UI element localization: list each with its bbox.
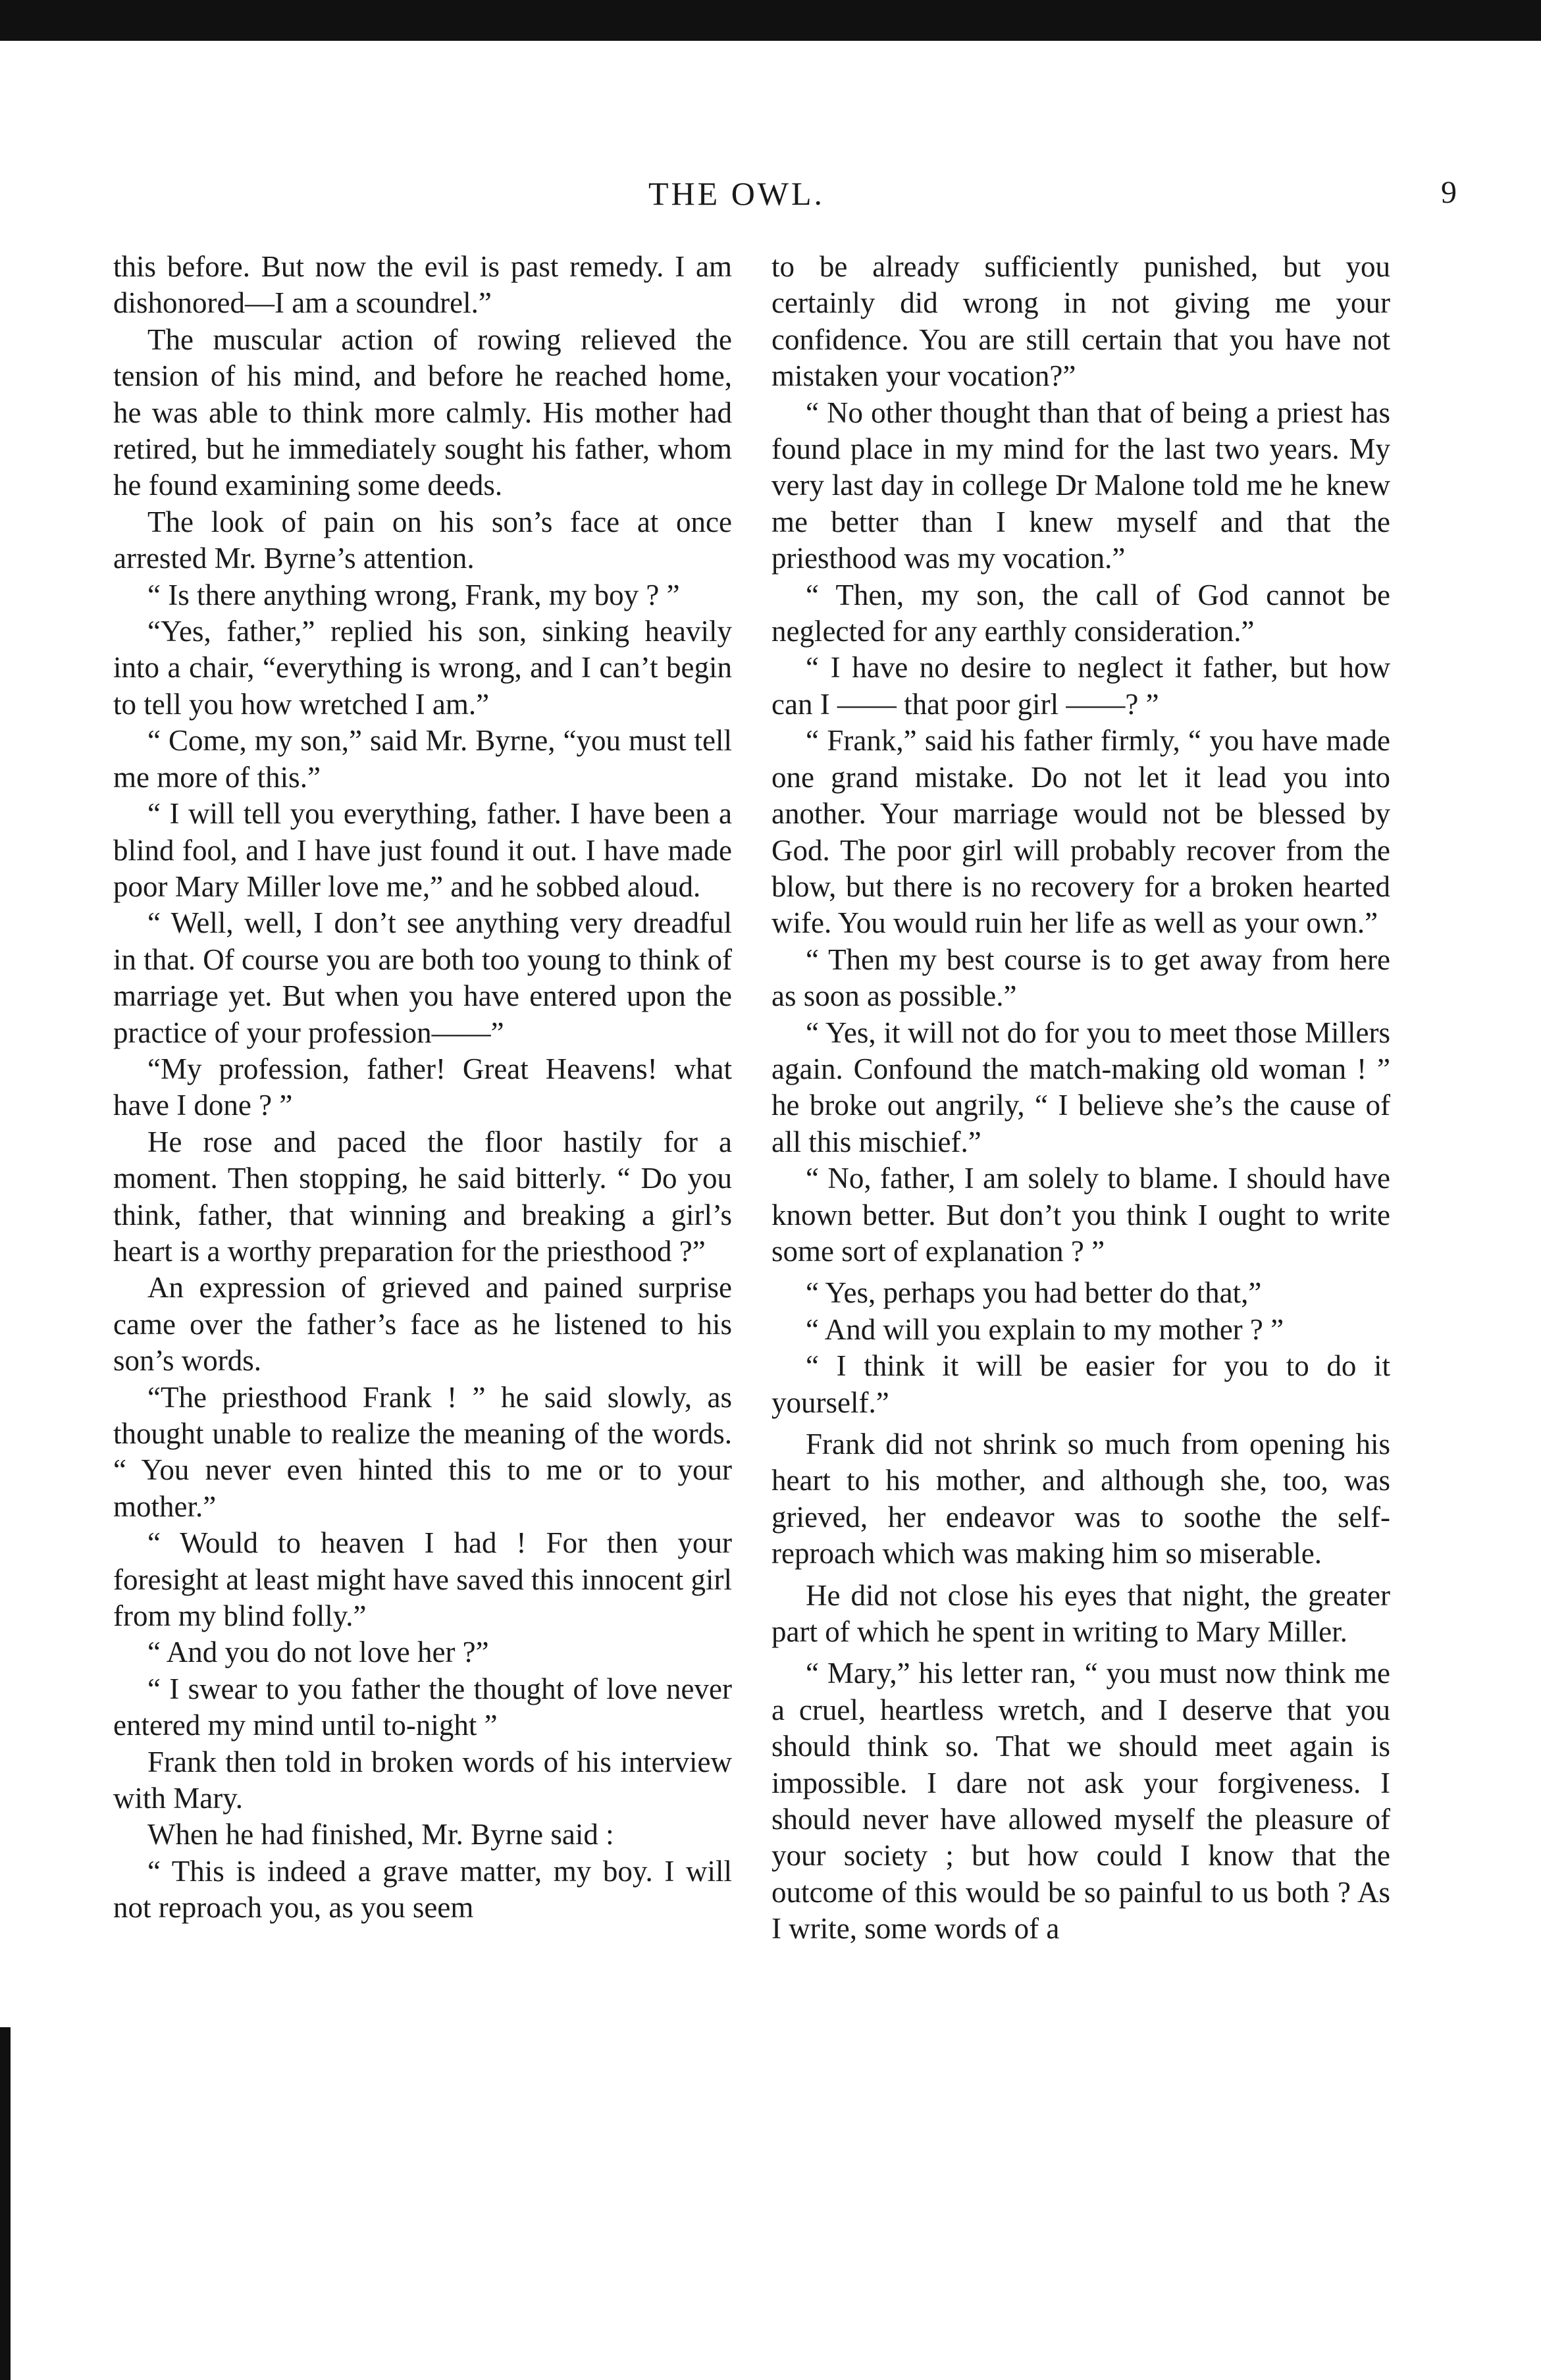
scan-left-edge-mark	[0, 2027, 11, 2380]
paragraph: “ No other thought than that of being a priest has found place in my mind for the last two years. My very last day in college Dr Malone told me he knew me better than I knew myself and that the priesthood was my vocation.”	[771, 396, 1390, 575]
paragraph: “ Yes, perhaps you had better do that,”	[806, 1276, 1262, 1310]
paragraph: “Yes, father,” replied his son, sinking heavily into a chair, “everything is wrong, and I can’t begin to tell you how wretched I am.”	[113, 615, 732, 721]
paragraph: “ And you do not love her ?”	[147, 1636, 489, 1669]
running-title: THE OWL.	[648, 175, 825, 212]
paragraph: “ Yes, it will not do for you to meet those Millers again. Confound the match-making old woman ! ” he broke out angrily, “ I believe she’s the cause of all this mischief.”	[771, 1016, 1390, 1158]
paragraph: “ Well, well, I don’t see anything very dreadful in that. Of course you are both too young to think of marriage yet. But when you have entered upon the practice of your profession——”	[113, 906, 732, 1049]
paragraph: “ This is indeed a grave matter, my boy. I will not reproach you, as you seem	[113, 1854, 732, 1925]
paragraph: “ I have no desire to neglect it father, but how can I —— that poor girl ——? ”	[771, 651, 1390, 721]
paragraph: “ Then my best course is to get away from here as soon as possible.”	[771, 943, 1390, 1013]
paragraph: “The priesthood Frank ! ” he said slowly, as thought unable to realize the meaning of the words. “ You never even hinted this to me or to your mother.”	[113, 1380, 732, 1523]
paragraph: “ Come, my son,” said Mr. Byrne, “you must tell me more of this.”	[113, 724, 732, 794]
paragraph: Frank did not shrink so much from opening his heart to his mother, and although she, too, was grieved, her endeavor was to soothe the self-reproach which was making him so miserable.	[771, 1428, 1390, 1570]
paragraph: “ I will tell you everything, father. I have been a blind fool, and I have just found it out. I have made poor Mary Miller love me,” and he sobbed aloud.	[113, 797, 732, 903]
paragraph: The look of pain on his son’s face at once arrested Mr. Byrne’s attention.	[113, 505, 732, 575]
paragraph: “ And will you explain to my mother ? ”	[806, 1312, 1284, 1346]
left-column	[113, 249, 732, 1927]
paragraph: “ Would to heaven I had ! For then your foresight at least might have saved this innocent girl from my blind folly.”	[113, 1526, 732, 1633]
paragraph: “ I think it will be easier for you to do it yourself.”	[771, 1349, 1390, 1419]
paragraph: “ No, father, I am solely to blame. I should have known better. But don’t you think I ought to write some sort of explanation ? ”	[771, 1162, 1390, 1268]
paragraph: “ Frank,” said his father firmly, “ you have made one grand mistake. Do not let it lead you into another. Your marriage would not be blessed by God. The poor girl will probably recover from the blow, but there is no recovery for a broken hearted wife. You would ruin her life as well as your own.”	[771, 724, 1390, 940]
paragraph: “My profession, father! Great Heavens! what have I done ? ”	[113, 1052, 732, 1122]
paragraph: “ Then, my son, the call of God cannot be neglected for any earthly consideration.”	[771, 578, 1390, 648]
paragraph: When he had finished, Mr. Byrne said :	[147, 1818, 614, 1851]
paragraph: “ Mary,” his letter ran, “ you must now think me a cruel, heartless wretch, and I deserve that you should think so. That we should meet again is impossible. I dare not ask your forgiveness. I should never have allowed myself the pleasure of your society ; but how could I know that the outcome of this would be so painful to us both ? As I write, some words of a	[771, 1657, 1390, 1946]
paragraph: “ Is there anything wrong, Frank, my boy ? ”	[147, 578, 680, 611]
scan-top-border	[0, 0, 1541, 41]
page-number: 9	[1441, 175, 1457, 210]
page-header	[0, 174, 1541, 214]
paragraph: “ I swear to you father the thought of love never entered my mind until to-night ”	[113, 1672, 732, 1742]
paragraph: The muscular action of rowing relieved the tension of his mind, and before he reached home, he was able to think more calmly. His mother had retired, but he immediately sought his father, whom he found examining some deeds.	[113, 323, 732, 502]
paragraph: An expression of grieved and pained surprise came over the father’s face as he listened to his son’s words.	[113, 1271, 732, 1378]
paragraph: Frank then told in broken words of his interview with Mary.	[113, 1745, 732, 1815]
paragraph: to be already sufficiently punished, but you certainly did wrong in not giving me your confidence. You are still certain that you have not mistaken your vocation?”	[771, 250, 1390, 393]
right-column	[771, 249, 1390, 1948]
paragraph: this before. But now the evil is past remedy. I am dishonored—I am a scoundrel.”	[113, 250, 732, 320]
paragraph: He rose and paced the floor hastily for a moment. Then stopping, he said bitterly. “ Do you think, father, that winning and breaking a girl’s heart is a worthy preparation for the priesthood ?”	[113, 1125, 732, 1268]
paragraph: He did not close his eyes that night, the greater part of which he spent in writing to Mary Miller.	[771, 1578, 1390, 1649]
